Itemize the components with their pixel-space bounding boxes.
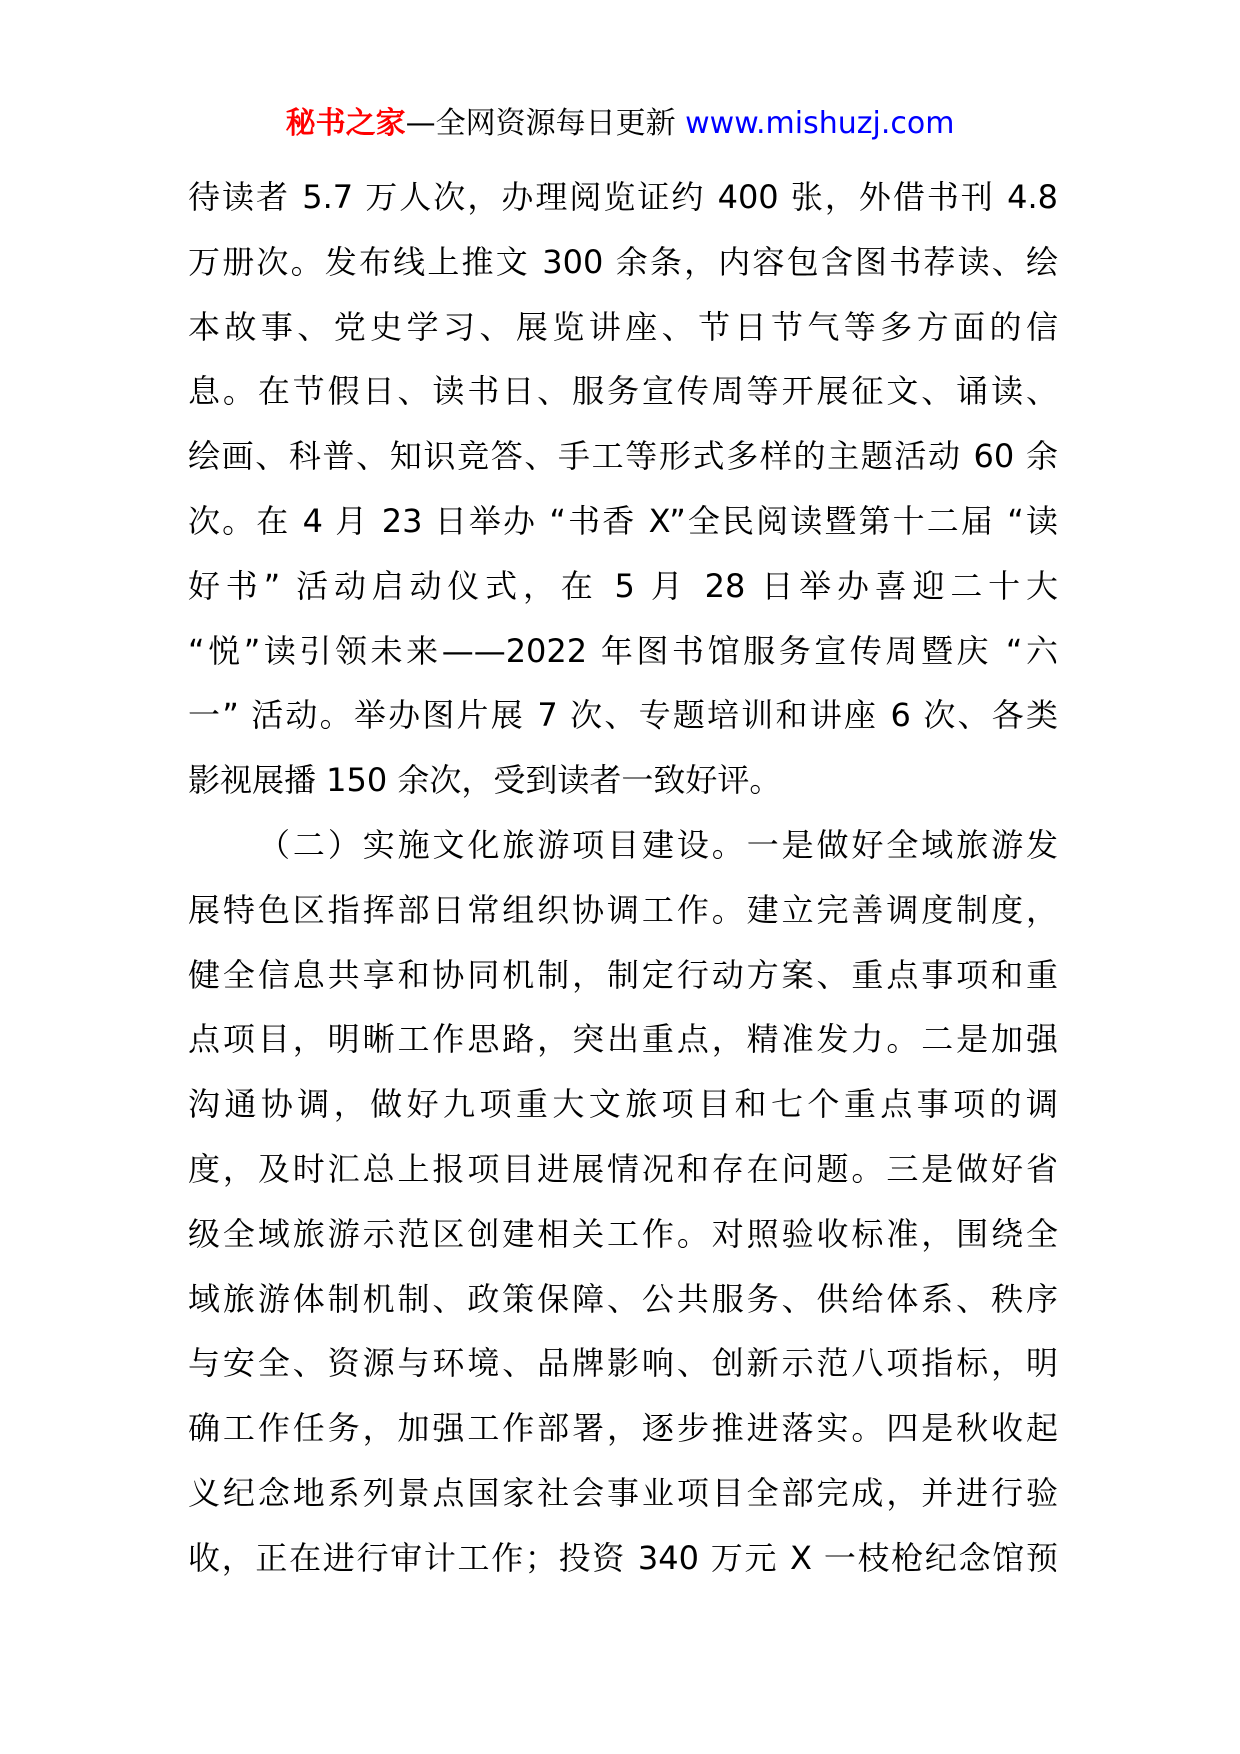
text-line: 万册次。发布线上推文 300 余条，内容包含图书荐读、绘 bbox=[188, 242, 1058, 281]
text-line: 一” 活动。举办图片展 7 次、专题培训和讲座 6 次、各类 bbox=[188, 696, 1058, 735]
text-line: 展特色区指挥部日常组织协调工作。建立完善调度制度， bbox=[188, 890, 1058, 929]
header-tagline: —全网资源每日更新 bbox=[405, 106, 676, 141]
text-line: 绘画、科普、知识竞答、手工等形式多样的主题活动 60 余 bbox=[188, 437, 1058, 476]
text-line: 待读者 5.7 万人次，办理阅览证约 400 张，外借书刊 4.8 bbox=[188, 178, 1058, 216]
text-line: 度，及时汇总上报项目进展情况和存在问题。三是做好省 bbox=[188, 1149, 1058, 1188]
text-line: 与安全、资源与环境、品牌影响、创新示范八项指标，明 bbox=[188, 1344, 1058, 1383]
text-line: 域旅游体制机制、政策保障、公共服务、供给体系、秩序 bbox=[188, 1279, 1058, 1318]
text-line: 息。在节假日、读书日、服务宣传周等开展征文、诵读、 bbox=[188, 372, 1058, 411]
text-line: 级全域旅游示范区创建相关工作。对照验收标准，围绕全 bbox=[188, 1214, 1058, 1253]
text-line: “悦”读引领未来——2022 年图书馆服务宣传周暨庆 “六 bbox=[188, 631, 1058, 670]
text-line: 次。在 4 月 23 日举办 “书香 X”全民阅读暨第十二届 “读 bbox=[188, 501, 1058, 540]
document-body bbox=[188, 165, 1058, 1591]
text-line: 义纪念地系列景点国家社会事业项目全部完成，并进行验 bbox=[188, 1473, 1058, 1512]
section-heading-line: （二）实施文化旅游项目建设。一是做好全域旅游发 bbox=[258, 825, 1058, 864]
text-line: 沟通协调，做好九项重大文旅项目和七个重点事项的调 bbox=[188, 1085, 1058, 1124]
text-line: 好书” 活动启动仪式，在 5 月 28 日举办喜迎二十大 bbox=[188, 566, 1058, 605]
brand-name: 秘书之家 bbox=[285, 106, 406, 141]
paragraph-end-line: 影视展播 150 余次，受到读者一致好评。 bbox=[188, 761, 782, 800]
text-line: 确工作任务，加强工作部署，逐步推进落实。四是秋收起 bbox=[188, 1409, 1058, 1448]
site-url-link[interactable]: www.mishuzj.com bbox=[685, 106, 955, 141]
text-line: 健全信息共享和协同机制，制定行动方案、重点事项和重 bbox=[188, 955, 1058, 994]
site-header bbox=[0, 102, 1240, 146]
text-line: 本故事、党史学习、展览讲座、节日节气等多方面的信 bbox=[188, 307, 1058, 346]
text-line: 收，正在进行审计工作；投资 340 万元 X 一枝枪纪念馆预 bbox=[188, 1538, 1058, 1577]
text-line: 点项目，明晰工作思路，突出重点，精准发力。二是加强 bbox=[188, 1020, 1058, 1059]
